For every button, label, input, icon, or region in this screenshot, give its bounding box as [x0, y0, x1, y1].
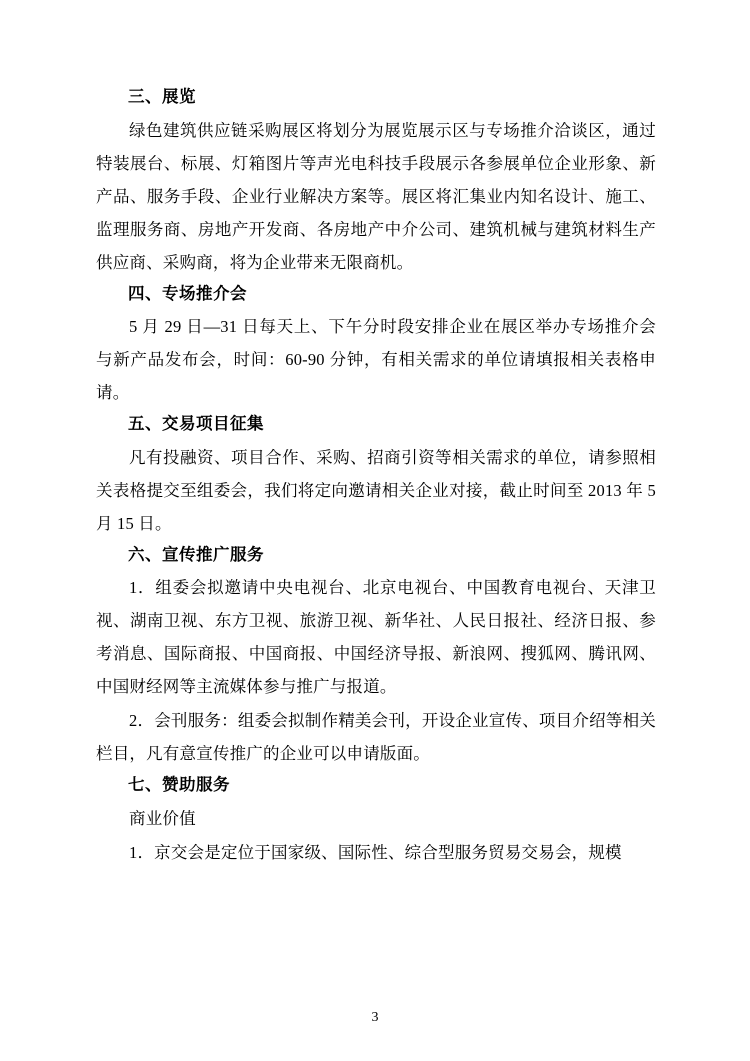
section-7-subtitle: 商业价值 [129, 808, 196, 828]
section-4-paragraph-1: 5 月 29 日—31 日每天上、下午分时段安排企业在展区举办专场推介会与新产品发布会，时间：60-90 分钟，有相关需求的单位请填报相关表格申请。 [96, 317, 656, 403]
document-body [96, 84, 656, 870]
section-7-item-1: 1．京交会是定位于国家级、国际性、综合型服务贸易交易会，规模 [129, 842, 622, 862]
section-heading-5: 五、交易项目征集 [128, 414, 264, 434]
section-heading-6: 六、宣传推广服务 [128, 544, 264, 564]
section-6-item-1: 1．组委会拟邀请中央电视台、北京电视台、中国教育电视台、天津卫视、湖南卫视、东方卫视、旅游卫视、新华社、人民日报社、经济日报、参考消息、国际商报、中国商报、中国经济导报、新浪网、搜狐网、腾讯网、中国财经网等主流媒体参与推广与报道。 [96, 578, 656, 697]
section-3-paragraph-1: 绿色建筑供应链采购展区将划分为展览展示区与专场推介洽谈区，通过特装展台、标展、灯箱图片等声光电科技手段展示各参展单位企业形象、新产品、服务手段、企业行业解决方案等。展区将汇集业内知名设计、施工、监理服务商、房地产开发商、各房地产中介公司、建筑机械与建筑材料生产供应商、采购商，将为企业带来无限商机。 [96, 120, 656, 272]
section-5-paragraph-1: 凡有投融资、项目合作、采购、招商引资等相关需求的单位，请参照相关表格提交至组委会，我们将定向邀请相关企业对接，截止时间至 2013 年 5 月 15 日。 [96, 447, 656, 533]
section-heading-7: 七、赞助服务 [128, 775, 230, 795]
page-number: 3 [371, 1010, 379, 1025]
section-6-item-2: 2．会刊服务：组委会拟制作精美会刊，开设企业宣传、项目介绍等相关栏目，凡有意宣传推广的企业可以申请版面。 [96, 711, 656, 764]
section-heading-4: 四、专场推介会 [128, 283, 247, 303]
section-heading-3: 三、展览 [128, 87, 196, 106]
